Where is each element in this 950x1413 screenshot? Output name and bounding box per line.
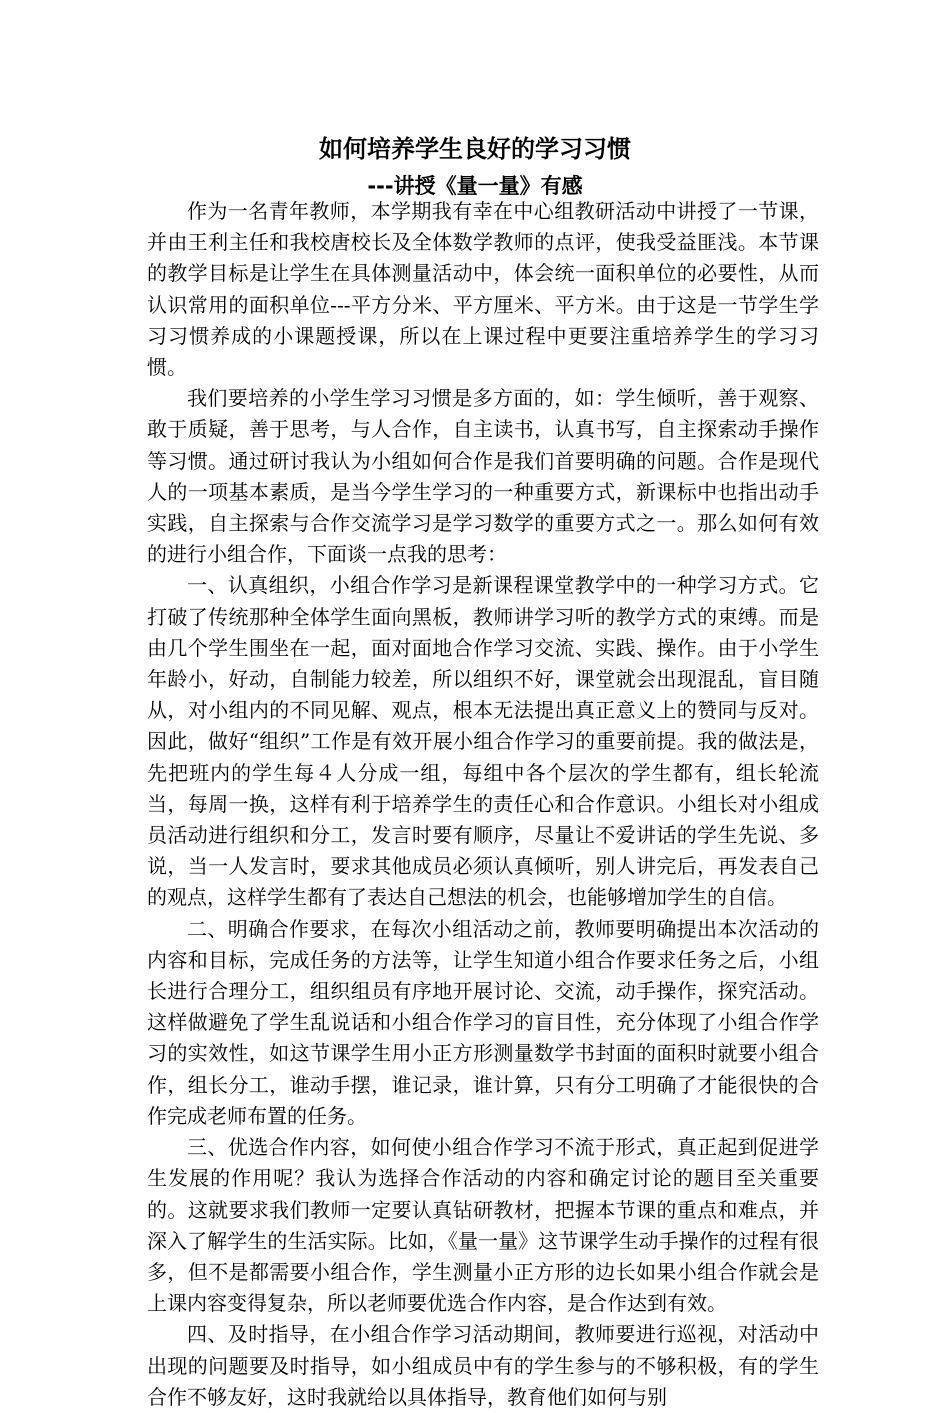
paragraph-section-4: 四、及时指导，在小组合作学习活动期间，教师要进行巡视，对活动中出现的问题要及时指导，如小组成员中有的学生参与的不够积极，有的学生合作不够友好，这时我就给以具体指导，教育他们如何与别 — [147, 1322, 819, 1409]
paragraph-section-2: 二、明确合作要求，在每次小组活动之前，教师要明确提出本次活动的内容和目标，完成任务的方法等，让学生知道小组合作要求任务之后，小组长进行合理分工，组织组员有序地开展讨论、交流，动手操作，探究活动。这样做避免了学生乱说话和小组合作学习的盲目性，充分体现了小组合作学习的实效性，如这节课学生用小正方形测量数学书封面的面积时就要小组合作，组长分工，谁动手摆，谁记录，谁计算，只有分工明确了才能很快的合作完成老师布置的任务。 — [147, 916, 819, 1128]
document-title: 如何培养学生良好的学习习惯 — [319, 135, 631, 163]
document-body — [147, 196, 819, 1413]
paragraph-intro: 作为一名青年教师，本学期我有幸在中心组教研活动中讲授了一节课，并由王利主任和我校唐校长及全体数学教师的点评，使我受益匪浅。本节课的教学目标是让学生在具体测量活动中，体会统一面积单位的必要性，从而认识常用的面积单位---平方分米、平方厘米、平方米。由于这是一节学生学习习惯养成的小课题授课，所以在上课过程中更要注重培养学生的学习习惯。 — [147, 199, 819, 380]
paragraph-section-1: 一、认真组织，小组合作学习是新课程课堂教学中的一种学习方式。它打破了传统那种全体学生面向黑板，教师讲学习听的教学方式的束缚。而是由几个学生围坐在一起，面对面地合作学习交流、实践、操作。由于小学生年龄小，好动，自制能力较差，所以组织不好，课堂就会出现混乱，盲目随从，对小组内的不同见解、观点，根本无法提出真正意义上的赞同与反对。因此，做好“组织”工作是有效开展小组合作学习的重要前提。我的做法是，先把班内的学生每４人分成一组，每组中各个层次的学生都有，组长轮流当，每周一换，这样有利于培养学生的责任心和合作意识。小组长对小组成员活动进行组织和分工，发言时要有顺序，尽量让不爱讲话的学生先说、多说，当一人发言时，要求其他成员必须认真倾听，别人讲完后，再发表自己的观点，这样学生都有了表达自己想法的机会，也能够增加学生的自信。 — [147, 573, 819, 910]
document-subtitle: ---讲授《量一量》有感 — [367, 174, 583, 198]
paragraph-habits: 我们要培养的小学生学习习惯是多方面的，如：学生倾听，善于观察、敢于质疑，善于思考，与人合作，自主读书，认真书写，自主探索动手操作等习惯。通过研讨我认为小组如何合作是我们首要明确的问题。合作是现代人的一项基本素质，是当今学生学习的一种重要方式，新课标中也指出动手实践，自主探索与合作交流学习是学习数学的重要方式之一。那么如何有效的进行小组合作，下面谈一点我的思考： — [147, 386, 819, 567]
paragraph-section-3: 三、优选合作内容，如何使小组合作学习不流于形式，真正起到促进学生发展的作用呢？我认为选择合作活动的内容和确定讨论的题目至关重要的。这就要求我们教师一定要认真钻研教材，把握本节课的重点和难点，并深入了解学生的生活实际。比如，《量一量》这节课学生动手操作的过程有很多，但不是都需要小组合作，学生测量小正方形的边长如果小组合作就会是上课内容变得复杂，所以老师要优选合作内容，是合作达到有效。 — [147, 1135, 819, 1316]
